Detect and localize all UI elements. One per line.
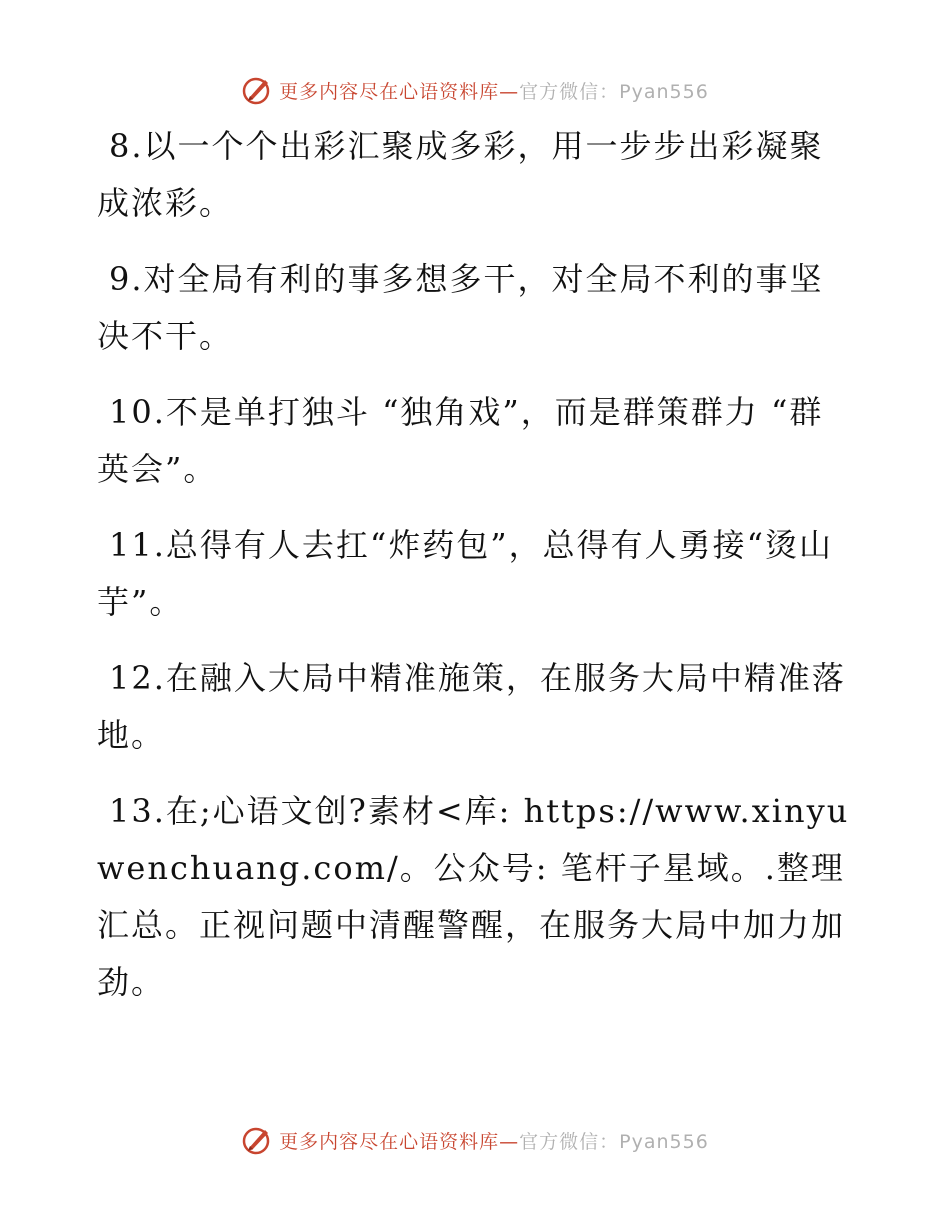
paragraph-text: 以一个个出彩汇聚成多彩，用一步步出彩凝聚成浓彩。 bbox=[97, 127, 824, 222]
paragraph-text: 在融入大局中精准施策，在服务大局中精准落地。 bbox=[97, 659, 846, 754]
banner-wechat: 官方微信：Pyan556 bbox=[519, 1130, 709, 1153]
banner-slogan: 更多内容尽在心语资料库— bbox=[279, 80, 520, 103]
paragraph-text: 在;心语文创?素材<库: https://www.xinyuwenchuang.com/。公众号: 笔杆子星域。.整理汇总。正视问题中清醒警醒，在服务大局中加力加劲。 bbox=[97, 792, 850, 1001]
paragraph-13 bbox=[97, 783, 857, 1011]
header-banner bbox=[0, 70, 950, 110]
paragraph-number: 8. bbox=[109, 127, 144, 165]
banner-text bbox=[279, 77, 709, 104]
paragraph-8 bbox=[97, 118, 857, 232]
quill-pen-icon bbox=[241, 74, 273, 106]
paragraph-9 bbox=[97, 251, 857, 365]
quill-pen-icon bbox=[241, 1124, 273, 1156]
footer-banner bbox=[0, 1120, 950, 1160]
paragraph-12 bbox=[97, 650, 857, 764]
banner-slogan: 更多内容尽在心语资料库— bbox=[279, 1130, 520, 1153]
paragraph-number: 9. bbox=[109, 260, 144, 298]
document-body bbox=[97, 118, 857, 1030]
banner-wechat: 官方微信：Pyan556 bbox=[519, 80, 709, 103]
banner-text bbox=[279, 1127, 709, 1154]
paragraph-number: 12. bbox=[109, 659, 166, 697]
paragraph-text: 对全局有利的事多想多干，对全局不利的事坚决不干。 bbox=[97, 260, 824, 355]
paragraph-text: 总得有人去扛“炸药包”，总得有人勇接“烫山芋”。 bbox=[97, 526, 833, 621]
paragraph-number: 11. bbox=[109, 526, 166, 564]
paragraph-10 bbox=[97, 384, 857, 498]
paragraph-text: 不是单打独斗 “独角戏”，而是群策群力 “群英会”。 bbox=[97, 393, 824, 488]
paragraph-number: 13. bbox=[109, 792, 166, 830]
paragraph-number: 10. bbox=[109, 393, 166, 431]
paragraph-11 bbox=[97, 517, 857, 631]
